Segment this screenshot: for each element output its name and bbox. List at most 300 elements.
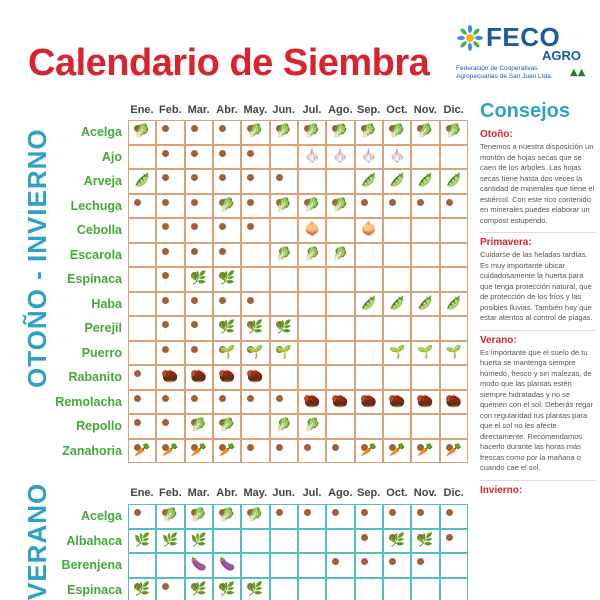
- calendar-cell: [128, 439, 156, 464]
- leek-icon: 🌱: [275, 344, 292, 360]
- calendar-cell: [128, 529, 156, 554]
- calendar-cell: [411, 169, 439, 194]
- calendar-cell: [440, 390, 468, 415]
- seed-icon: [162, 583, 169, 590]
- calendar-cell: [156, 120, 184, 145]
- calendar-cell: [326, 414, 354, 439]
- cabbage-icon: 🥬: [190, 418, 207, 434]
- radish-icon: 🌰: [190, 369, 207, 385]
- calendar-cell: [355, 267, 383, 292]
- leek-icon: 🌱: [247, 344, 264, 360]
- calendar-cell: [440, 365, 468, 390]
- garlic-icon: 🧄: [304, 148, 321, 164]
- calendar-cell: [241, 145, 269, 170]
- pea-icon: 🫛: [445, 173, 462, 189]
- calendar-cell: [326, 504, 354, 529]
- calendar-cell: [213, 169, 241, 194]
- calendar-cell: [440, 292, 468, 317]
- calendar-cell: [383, 145, 411, 170]
- month-header: Sep.: [357, 487, 381, 499]
- calendar-cell: [128, 243, 156, 268]
- calendar-cell: [355, 578, 383, 600]
- tip-heading-verano: Verano:: [480, 330, 596, 346]
- calendar-cell: [411, 120, 439, 145]
- calendar-cell: [185, 194, 213, 219]
- carrot-icon: 🥕: [134, 442, 151, 458]
- calendar-cell: [156, 267, 184, 292]
- calendar-cell: [241, 553, 269, 578]
- seed-icon: [332, 509, 339, 516]
- seed-icon: [361, 534, 368, 541]
- month-header: Dic.: [443, 487, 464, 499]
- calendar-cell: [128, 553, 156, 578]
- calendar-cell: [270, 341, 298, 366]
- calendar-cell: [298, 243, 326, 268]
- cabbage-icon: 🥬: [219, 418, 236, 434]
- calendar-cell: [185, 316, 213, 341]
- calendar-cell: [326, 218, 354, 243]
- seed-icon: [162, 223, 169, 230]
- calendar-cell: [241, 292, 269, 317]
- calendar-cell: [440, 243, 468, 268]
- seed-icon: [276, 444, 283, 451]
- seed-icon: [162, 272, 169, 279]
- calendar-cell: [440, 439, 468, 464]
- calendar-cell: [213, 439, 241, 464]
- seed-icon: [219, 223, 226, 230]
- calendar-cell: [241, 169, 269, 194]
- calendar-cell: [298, 578, 326, 600]
- cabbage-icon: 🥬: [275, 418, 292, 434]
- calendar-cell: [156, 145, 184, 170]
- seed-icon: [389, 199, 396, 206]
- calendar-cell: [355, 341, 383, 366]
- calendar-cell: [156, 504, 184, 529]
- calendar-cell: [383, 341, 411, 366]
- bean-icon: 🫛: [445, 295, 462, 311]
- calendar-cell: [156, 341, 184, 366]
- calendar-cell: [241, 194, 269, 219]
- seed-icon: [446, 534, 453, 541]
- tips-title: Consejos: [480, 100, 571, 122]
- calendar-cell: [298, 218, 326, 243]
- calendar-cell: [213, 553, 241, 578]
- calendar-cell: [355, 414, 383, 439]
- seed-icon: [162, 199, 169, 206]
- logo-description: Federación de Cooperativas Agropecuarias de San Juan Ltda.: [456, 65, 553, 80]
- seed-icon: [219, 297, 226, 304]
- calendar-cell: [440, 504, 468, 529]
- calendar-cell: [383, 218, 411, 243]
- crop-label: Puerro: [81, 345, 122, 360]
- calendar-cell: [128, 414, 156, 439]
- calendar-cell: [270, 120, 298, 145]
- seed-icon: [162, 321, 169, 328]
- calendar-cell: [411, 414, 439, 439]
- calendar-cell: [298, 553, 326, 578]
- calendar-cell: [411, 316, 439, 341]
- carrot-icon: 🥕: [360, 442, 377, 458]
- calendar-cell: [128, 194, 156, 219]
- calendar-cell: [326, 341, 354, 366]
- calendar-cell: [298, 145, 326, 170]
- eggplant-icon: 🍆: [190, 557, 207, 573]
- spinach-icon: 🌿: [247, 581, 264, 597]
- calendar-cell: [355, 553, 383, 578]
- calendar-cell: [326, 120, 354, 145]
- seed-icon: [219, 248, 226, 255]
- calendar-cell: [383, 120, 411, 145]
- calendar-cell: [156, 414, 184, 439]
- calendar-cell: [213, 341, 241, 366]
- calendar-cell: [241, 414, 269, 439]
- calendar-cell: [355, 365, 383, 390]
- calendar-cell: [156, 529, 184, 554]
- calendar-cell: [241, 529, 269, 554]
- garlic-icon: 🧄: [360, 148, 377, 164]
- season-label-otono-invierno: OTOÑO - INVIERNO: [22, 128, 52, 388]
- leaf-icon: 🥬: [389, 124, 406, 140]
- radish-icon: 🌰: [219, 369, 236, 385]
- lettuce-icon: 🥬: [304, 246, 321, 262]
- seed-icon: [247, 444, 254, 451]
- crop-label: Lechuga: [70, 198, 122, 213]
- month-header: Ago.: [328, 104, 353, 116]
- calendar-cell: [326, 267, 354, 292]
- leaf-icon: 🥬: [247, 508, 264, 524]
- fecoagro-logo: [456, 22, 586, 84]
- calendar-cell: [326, 316, 354, 341]
- leaf-icon: 🥬: [332, 124, 349, 140]
- logo-brand: FECO: [486, 22, 561, 52]
- calendar-cell: [383, 169, 411, 194]
- calendar-cell: [298, 390, 326, 415]
- seed-icon: [247, 395, 254, 402]
- seed-icon: [332, 444, 339, 451]
- calendar-cell: [355, 120, 383, 145]
- seed-icon: [191, 174, 198, 181]
- calendar-cell: [298, 341, 326, 366]
- crop-label: Perejil: [84, 321, 122, 335]
- seed-icon: [162, 248, 169, 255]
- basil-icon: 🌿: [134, 532, 151, 548]
- calendar-cell: [411, 194, 439, 219]
- carrot-icon: 🥕: [162, 442, 179, 458]
- calendar-cell: [383, 414, 411, 439]
- seed-icon: [219, 174, 226, 181]
- calendar-cell: [128, 145, 156, 170]
- leek-icon: 🌱: [417, 344, 434, 360]
- seed-icon: [417, 558, 424, 565]
- calendar-cell: [326, 439, 354, 464]
- calendar-cell: [411, 390, 439, 415]
- calendar-cell: [213, 194, 241, 219]
- calendar-cell: [298, 120, 326, 145]
- calendar-cell: [156, 292, 184, 317]
- seed-icon: [361, 199, 368, 206]
- month-header: Dic.: [443, 104, 464, 116]
- month-header: Ene.: [130, 487, 154, 499]
- tip-text-primavera: Cuidarse de las heladas tardías. Es muy importante ubicar cuidadosamente la huerta para que tenga protección natural, que de protección de los fríos y las posibles lluvias. También hay que estar atentos al control de plagas.: [480, 250, 593, 322]
- calendar-cell: [241, 267, 269, 292]
- calendar-cell: [355, 194, 383, 219]
- seed-icon: [162, 395, 169, 402]
- carrot-icon: 🥕: [417, 442, 434, 458]
- calendar-cell: [355, 529, 383, 554]
- crop-label: Rabanito: [68, 370, 122, 384]
- beet-icon: 🌰: [445, 393, 462, 409]
- month-header: May.: [243, 487, 268, 499]
- calendar-cell: [440, 529, 468, 554]
- calendar-cell: [213, 267, 241, 292]
- seed-icon: [134, 509, 141, 516]
- calendar-cell: [355, 218, 383, 243]
- calendar-cell: [128, 169, 156, 194]
- calendar-cell: [213, 292, 241, 317]
- seed-icon: [361, 509, 368, 516]
- calendar-cell: [156, 439, 184, 464]
- calendar-cell: [355, 145, 383, 170]
- calendar-cell: [185, 243, 213, 268]
- calendar-cell: [128, 390, 156, 415]
- tip-text-otono: Tenemos a nuestra disposición un montón de hojas secas que se caen de los árboles. Las hojas secas tiene hasta dos veces la cantidad de minerales que tiene el estiércol. Con este rico contenido en minerales puedes elaborar un compost estupendo.: [480, 142, 595, 225]
- calendar-cell: [355, 439, 383, 464]
- pea-icon: 🫛: [134, 173, 151, 189]
- seed-icon: [134, 395, 141, 402]
- month-header: Feb.: [159, 104, 182, 116]
- calendar-cell: [185, 145, 213, 170]
- calendar-cell: [185, 529, 213, 554]
- calendar-cell: [326, 529, 354, 554]
- calendar-cell: [298, 169, 326, 194]
- sun-logo-icon: [456, 24, 484, 52]
- cabbage-icon: 🥬: [304, 418, 321, 434]
- crop-label: Zanahoria: [62, 443, 122, 458]
- lettuce-icon: 🥬: [275, 246, 292, 262]
- crop-label: Acelga: [81, 509, 122, 523]
- seed-icon: [134, 370, 141, 377]
- logo-brand-agro: AGRO: [542, 48, 581, 63]
- month-header: Mar.: [187, 104, 210, 116]
- leaf-icon: 🥬: [162, 508, 179, 524]
- crop-label: Albahaca: [66, 533, 122, 548]
- calendar-cell: [128, 292, 156, 317]
- calendar-cell: [270, 267, 298, 292]
- calendar-cell: [241, 243, 269, 268]
- calendar-cell: [383, 529, 411, 554]
- bean-icon: 🫛: [417, 295, 434, 311]
- beet-icon: 🌰: [389, 393, 406, 409]
- eggplant-icon: 🍆: [219, 557, 236, 573]
- calendar-cell: [270, 365, 298, 390]
- calendar-cell: [383, 292, 411, 317]
- garlic-icon: 🧄: [332, 148, 349, 164]
- calendar-cell: [440, 578, 468, 600]
- calendar-cell: [383, 365, 411, 390]
- month-header: Oct.: [386, 487, 408, 499]
- calendar-cell: [440, 553, 468, 578]
- seed-icon: [247, 297, 254, 304]
- month-header: Jun.: [272, 104, 295, 116]
- calendar-cell: [411, 553, 439, 578]
- calendar-cell: [326, 578, 354, 600]
- calendar-cell: [156, 365, 184, 390]
- spinach-icon: 🌿: [190, 581, 207, 597]
- calendar-cell: [326, 292, 354, 317]
- calendar-cell: [156, 390, 184, 415]
- radish-icon: 🌰: [247, 369, 264, 385]
- calendar-cell: [326, 365, 354, 390]
- seed-icon: [134, 419, 141, 426]
- calendar-cell: [213, 504, 241, 529]
- basil-icon: 🌿: [162, 532, 179, 548]
- basil-icon: 🌿: [190, 532, 207, 548]
- calendar-cell: [298, 504, 326, 529]
- calendar-cell: [355, 243, 383, 268]
- calendar-cell: [213, 365, 241, 390]
- month-header-otono: [128, 104, 468, 118]
- crop-label: Remolacha: [55, 394, 122, 409]
- calendar-cell: [213, 529, 241, 554]
- onion-icon: 🧅: [304, 222, 321, 238]
- leaf-icon: 🥬: [247, 124, 264, 140]
- calendar-cell: [156, 169, 184, 194]
- cabbage-icon: 🥬: [219, 197, 236, 213]
- calendar-cell: [326, 145, 354, 170]
- calendar-cell: [128, 316, 156, 341]
- parsley-icon: 🌿: [247, 320, 264, 336]
- crop-label: Repollo: [76, 419, 122, 433]
- seed-icon: [191, 321, 198, 328]
- spinach-icon: 🌿: [190, 271, 207, 287]
- seed-icon: [332, 558, 339, 565]
- seed-icon: [219, 395, 226, 402]
- calendar-cell: [440, 414, 468, 439]
- calendar-cell: [185, 292, 213, 317]
- seed-icon: [304, 444, 311, 451]
- leek-icon: 🌱: [219, 344, 236, 360]
- calendar-cell: [241, 218, 269, 243]
- basil-icon: 🌿: [417, 532, 434, 548]
- month-header: Feb.: [159, 487, 182, 499]
- cabbage-icon: 🥬: [275, 197, 292, 213]
- leaf-icon: 🥬: [190, 508, 207, 524]
- calendar-cell: [185, 553, 213, 578]
- leaf-icon: 🥬: [134, 124, 151, 140]
- calendar-cell: [128, 365, 156, 390]
- carrot-icon: 🥕: [219, 442, 236, 458]
- seed-icon: [162, 297, 169, 304]
- crop-label: Haba: [91, 296, 122, 311]
- seed-icon: [417, 509, 424, 516]
- calendar-cell: [440, 341, 468, 366]
- calendar-cell: [185, 341, 213, 366]
- calendar-cell: [411, 529, 439, 554]
- calendar-cell: [185, 218, 213, 243]
- calendar-cell: [185, 169, 213, 194]
- calendar-cell: [128, 267, 156, 292]
- calendar-cell: [411, 218, 439, 243]
- carrot-icon: 🥕: [389, 442, 406, 458]
- seed-icon: [361, 558, 368, 565]
- crop-label: Berenjena: [61, 558, 122, 572]
- seed-icon: [162, 174, 169, 181]
- seed-icon: [417, 199, 424, 206]
- tip-heading-invierno: Invierno:: [480, 480, 596, 496]
- seed-icon: [219, 125, 226, 132]
- calendar-cell: [213, 145, 241, 170]
- seed-icon: [247, 199, 254, 206]
- beet-icon: 🌰: [360, 393, 377, 409]
- seed-icon: [247, 150, 254, 157]
- seed-icon: [191, 125, 198, 132]
- seed-icon: [162, 346, 169, 353]
- seed-icon: [191, 223, 198, 230]
- calendar-cell: [411, 578, 439, 600]
- seed-icon: [162, 150, 169, 157]
- seed-icon: [276, 395, 283, 402]
- leaf-icon: 🥬: [275, 124, 292, 140]
- seed-icon: [134, 199, 141, 206]
- tip-heading-otono: Otoño:: [480, 129, 513, 140]
- page-title: Calendario de Siembra: [28, 42, 430, 84]
- month-header: Jul.: [302, 104, 322, 116]
- seed-icon: [162, 419, 169, 426]
- calendar-cell: [185, 390, 213, 415]
- calendar-cell: [270, 529, 298, 554]
- calendar-cell: [270, 316, 298, 341]
- parsley-icon: 🌿: [275, 320, 292, 336]
- calendar-cell: [270, 218, 298, 243]
- calendar-cell: [440, 169, 468, 194]
- cabbage-icon: 🥬: [304, 197, 321, 213]
- calendar-cell: [213, 316, 241, 341]
- calendar-cell: [270, 169, 298, 194]
- calendar-cell: [270, 553, 298, 578]
- calendar-cell: [185, 267, 213, 292]
- seed-icon: [389, 509, 396, 516]
- calendar-cell: [213, 414, 241, 439]
- calendar-cell: [411, 439, 439, 464]
- pea-icon: 🫛: [417, 173, 434, 189]
- calendar-cell: [298, 267, 326, 292]
- seed-icon: [191, 346, 198, 353]
- month-header: Mar.: [187, 487, 210, 499]
- month-header: Jul.: [302, 487, 322, 499]
- calendar-cell: [383, 243, 411, 268]
- seed-icon: [162, 125, 169, 132]
- calendar-cell: [326, 390, 354, 415]
- calendar-cell: [213, 243, 241, 268]
- calendar-cell: [440, 120, 468, 145]
- calendar-cell: [185, 439, 213, 464]
- radish-icon: 🌰: [162, 369, 179, 385]
- calendar-cell: [241, 120, 269, 145]
- calendar-cell: [270, 578, 298, 600]
- calendar-cell: [156, 243, 184, 268]
- calendar-cell: [156, 553, 184, 578]
- calendar-cell: [355, 316, 383, 341]
- calendar-cell: [128, 120, 156, 145]
- calendar-cell: [355, 504, 383, 529]
- calendar-cell: [411, 504, 439, 529]
- calendar-cell: [185, 365, 213, 390]
- leaf-icon: 🥬: [219, 508, 236, 524]
- month-header: Nov.: [413, 104, 437, 116]
- calendar-cell: [213, 120, 241, 145]
- calendar-cell: [241, 341, 269, 366]
- calendar-cell: [270, 243, 298, 268]
